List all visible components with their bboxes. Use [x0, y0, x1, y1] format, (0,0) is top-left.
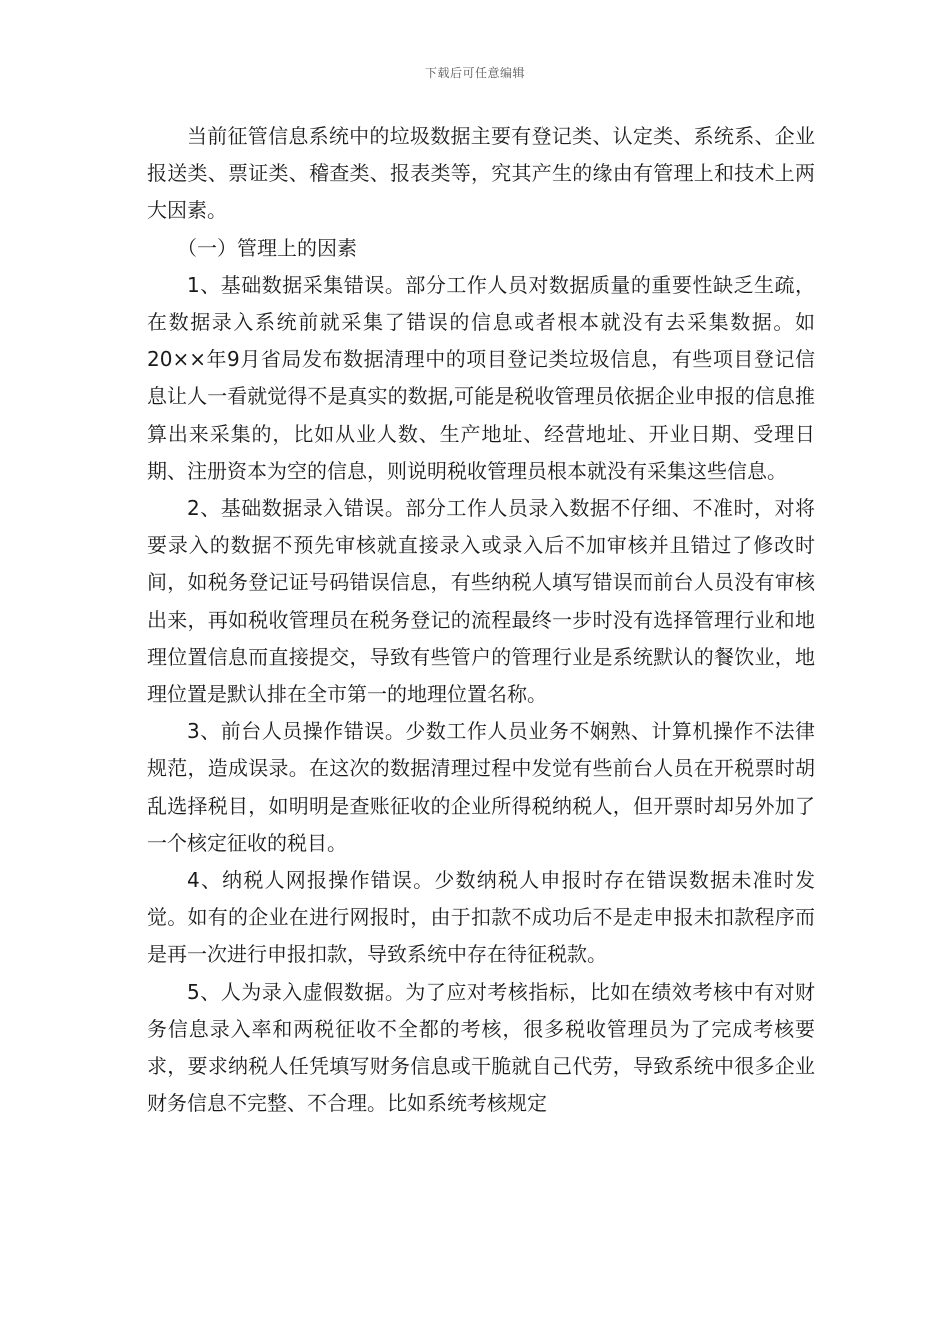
paragraph-item-4: 4、纳税人网报操作错误。少数纳税人申报时存在错误数据未准时发觉。如有的企业在进行网报时，由于扣款不成功后不是走申报未扣款程序而是再一次进行申报扣款，导致系统中存在待征税款。: [147, 868, 815, 967]
paragraph-item-5: 5、人为录入虚假数据。为了应对考核指标，比如在绩效考核中有对财务信息录入率和两税征收不全都的考核，很多税收管理员为了完成考核要求，要求纳税人任凭填写财务信息或干脆就自己代劳，导致系统中很多企业财务信息不完整、不合理。比如系统考核规定: [147, 979, 815, 1116]
intro-paragraph: 当前征管信息系统中的垃圾数据主要有登记类、认定类、系统系、企业报送类、票证类、稽查类、报表类等，究其产生的缘由有管理上和技术上两大因素。: [147, 124, 815, 223]
document-body: [147, 118, 815, 1122]
paragraph-item-1: 1、基础数据采集错误。部分工作人员对数据质量的重要性缺乏生疏，在数据录入系统前就采集了错误的信息或者根本就没有去采集数据。如20××年9月省局发布数据清理中的项目登记类垃圾信息，有些项目登记信息让人一看就觉得不是真实的数据,可能是税收管理员依据企业申报的信息推算出来采集的，比如从业人数、生产地址、经营地址、开业日期、受理日期、注册资本为空的信息，则说明税收管理员根本就没有采集这些信息。: [147, 272, 815, 483]
page-header-note: 下载后可任意编辑: [424, 66, 525, 80]
paragraph-item-3: 3、前台人员操作错误。少数工作人员业务不娴熟、计算机操作不法律规范，造成误录。在这次的数据清理过程中发觉有些前台人员在开税票时胡乱选择税目，如明明是查账征收的企业所得税纳税人，但开票时却另外加了一个核定征收的税目。: [147, 719, 815, 855]
section-heading: （一）管理上的因素: [177, 235, 357, 260]
paragraph-item-2: 2、基础数据录入错误。部分工作人员录入数据不仔细、不准时，对将要录入的数据不预先审核就直接录入或录入后不加审核并且错过了修改时间，如税务登记证号码错误信息，有些纳税人填写错误而前台人员没有审核出来，再如税收管理员在税务登记的流程最终一步时没有选择管理行业和地理位置信息而直接提交，导致有些管户的管理行业是系统默认的餐饮业，地理位置是默认排在全市第一的地理位置名称。: [147, 496, 815, 707]
